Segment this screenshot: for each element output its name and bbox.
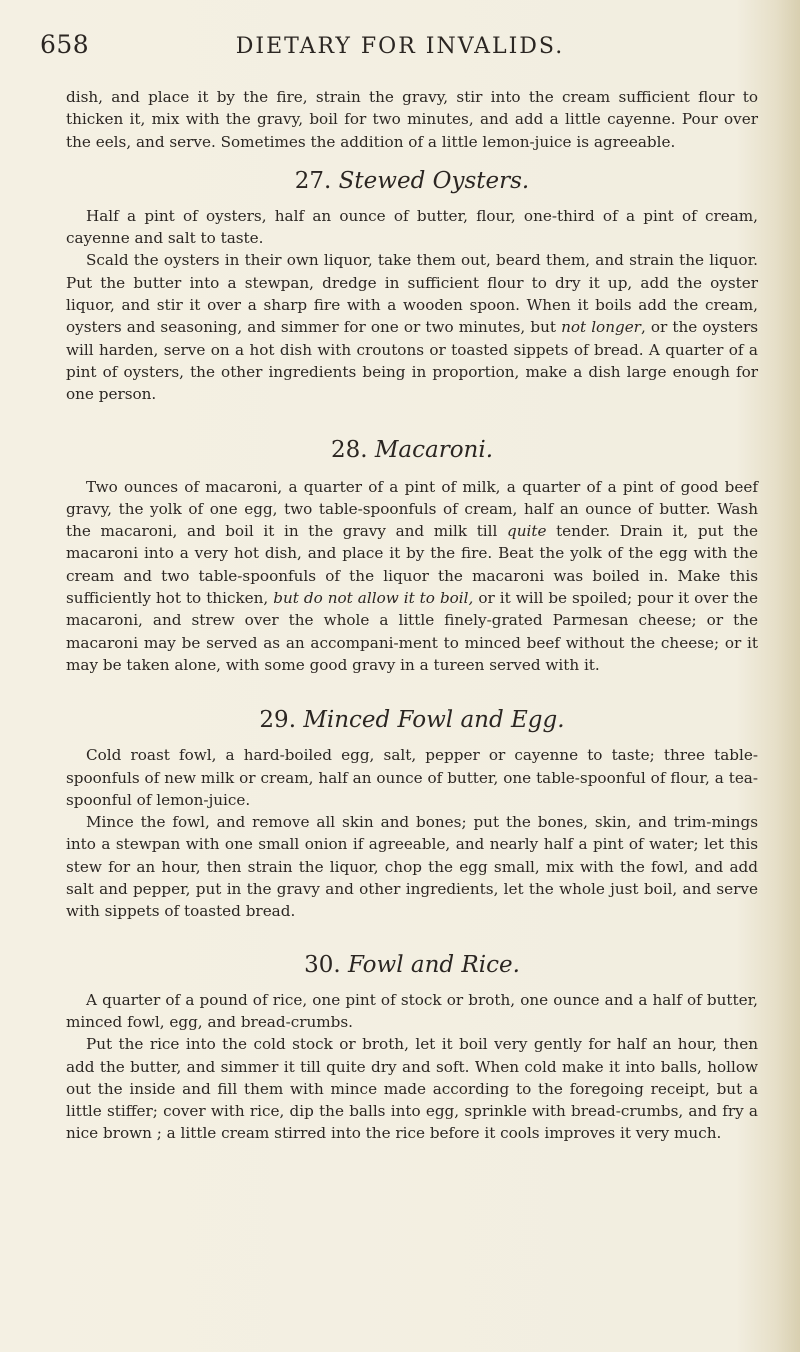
recipe-27-method-emphasis: not longer xyxy=(561,318,641,337)
page-body xyxy=(66,86,758,1145)
recipe-28-heading xyxy=(66,436,758,464)
recipe-29-title: Minced Fowl and Egg. xyxy=(303,707,565,734)
continuation-paragraph: dish, and place it by the fire, strain the gravy, stir into the cream sufficient flour to thicken it, mix with the gravy, boil for two minutes, and add a little cayenne. Pour over the eels, and serve. Sometimes the addition of a little lemon-juice is agreeable. xyxy=(66,88,758,151)
recipe-27-number: 27. xyxy=(294,167,332,194)
running-head: DIETARY FOR INVALIDS. xyxy=(235,34,565,59)
page-header xyxy=(40,22,760,62)
recipe-28-emphasis-1: quite xyxy=(507,522,547,541)
recipe-27-title: Stewed Oysters. xyxy=(338,167,530,194)
recipe-27-method-text-end: , or the oysters will harden, serve on a hot dish with croutons or toasted sippets of bread. A quarter of a pint of oysters, the other ingredients being in proportion, make a dish large enough for one person. xyxy=(66,318,759,404)
recipe-28-text-b: tender. Drain it, put the macaroni into a very hot dish, and place it by the fire. Beat the yolk of the egg with the cream and two table-spoonfuls of the liquor the macaroni was boiled in. Make this sufficiently hot to thicken, xyxy=(66,522,758,608)
recipe-30-heading xyxy=(66,951,758,979)
recipe-29-heading xyxy=(66,706,758,734)
recipe-27-method-text: Scald the oysters in their own liquor, take them out, beard them, and strain the liquor. Put the butter into a stewpan, dredge in sufficient flour to dry it up, add the oyster liquor, and stir it over a sharp fire with a wooden spoon. When it boils add the cream, oysters and seasoning, and simmer for one or two minutes, but xyxy=(66,251,758,337)
recipe-28-emphasis-2: but do not allow it to boil, xyxy=(273,589,474,608)
recipe-27-method xyxy=(66,249,758,405)
recipe-28-text-a: Two ounces of macaroni, a quarter of a pint of milk, a quarter of a pint of good beef gravy, the yolk of one egg, two table-spoonfuls of cream, half an ounce of butter. Wash the macaroni, and boil it in the gravy and milk till xyxy=(66,477,758,541)
recipe-30-title: Fowl and Rice. xyxy=(347,951,520,978)
recipe-28-number: 28. xyxy=(330,436,368,463)
recipe-29-number: 29. xyxy=(259,707,296,734)
recipe-28-title: Macaroni. xyxy=(374,436,494,463)
recipe-30-method: Put the rice into the cold stock or broth, let it boil very gently for half an hour, then add the butter, and simmer it till quite dry and soft. When cold make it into balls, hollow out the inside and fill them with mince made according to the foregoing receipt, but a little stiffer; cover with rice, dip the balls into egg, sprinkle with bread-crumbs, and fry a nice brown ; a little cream stirred into the rice before it cools improves it very much. xyxy=(66,1035,758,1143)
recipe-30-ingredients: A quarter of a pound of rice, one pint of stock or broth, one ounce and a half of butter, minced fowl, egg, and bread-crumbs. xyxy=(66,990,758,1031)
recipe-27-ingredients: Half a pint of oysters, half an ounce of butter, flour, one-third of a pint of cream, cayenne and salt to taste. xyxy=(66,206,758,248)
recipe-28-text-c: or it will be spoiled; pour it over the macaroni, and strew over the whole a little finely-grated Parmesan cheese; or the macaroni may be served as an accompani-ment to minced beef without the cheese; or it may be taken alone, with some good gravy in a tureen served with it. xyxy=(66,589,759,674)
page-number: 658 xyxy=(40,30,90,59)
recipe-27-heading xyxy=(66,167,758,195)
recipe-30-number: 30. xyxy=(304,951,341,978)
recipe-29-method: Mince the fowl, and remove all skin and bones; put the bones, skin, and trim-mings into a stewpan with one small onion if agreeable, and nearly half a pint of water; let this stew for an hour, then strain the liquor, chop the egg small, mix with the fowl, and add salt and pepper, put in the gravy and other ingredients, let the whole just boil, and serve with sippets of toasted bread. xyxy=(66,813,758,921)
recipe-28-text xyxy=(66,476,758,677)
recipe-29-ingredients: Cold roast fowl, a hard-boiled egg, salt, pepper or cayenne to taste; three table-spoonfuls of new milk or cream, half an ounce of butter, one table-spoonful of flour, a tea-spoonful of lemon-juice. xyxy=(66,746,758,809)
